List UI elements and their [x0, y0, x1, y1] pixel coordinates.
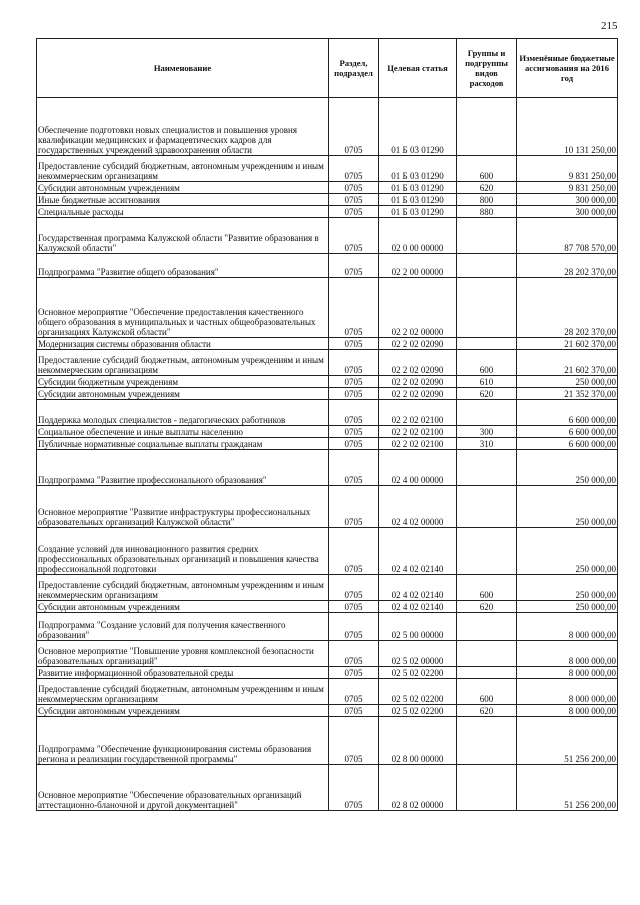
cell-article: 02 2 02 02100 — [379, 400, 457, 426]
cell-group: 600 — [457, 156, 517, 182]
cell-group: 880 — [457, 206, 517, 218]
cell-group: 800 — [457, 194, 517, 206]
table-row — [37, 641, 618, 667]
cell-article: 02 2 02 00000 — [379, 278, 457, 338]
cell-name: Создание условий для инновационного развития средних профессиональных образовательных организаций и повышения качества профессиональной подготовки — [37, 528, 329, 575]
cell-name: Поддержка молодых специалистов - педагогических работников — [37, 400, 329, 426]
cell-group — [457, 486, 517, 528]
cell-article: 02 2 02 02100 — [379, 426, 457, 438]
cell-name: Обеспечение подготовки новых специалистов и повышения уровня квалификации медицинских и фармацевтических кадров для государственных учреждений здравоохранения области — [37, 98, 329, 156]
cell-section: 0705 — [329, 218, 379, 254]
cell-group — [457, 98, 517, 156]
cell-name: Иные бюджетные ассигнования — [37, 194, 329, 206]
cell-name: Модернизация системы образования области — [37, 338, 329, 350]
cell-article: 02 5 02 02200 — [379, 705, 457, 717]
cell-amount: 8 000 000,00 — [517, 679, 618, 705]
cell-article: 02 5 02 02200 — [379, 667, 457, 679]
cell-name: Социальное обеспечение и иные выплаты населению — [37, 426, 329, 438]
table-row — [37, 156, 618, 182]
cell-amount: 21 352 370,00 — [517, 388, 618, 400]
cell-section: 0705 — [329, 278, 379, 338]
cell-amount: 250 000,00 — [517, 601, 618, 613]
cell-name: Субсидии автономным учреждениям — [37, 705, 329, 717]
cell-group: 620 — [457, 705, 517, 717]
cell-name: Подпрограмма "Развитие общего образования" — [37, 254, 329, 278]
cell-section: 0705 — [329, 717, 379, 765]
table-row — [37, 601, 618, 613]
cell-name: Основное мероприятие "Повышение уровня комплексной безопасности образовательных организаций" — [37, 641, 329, 667]
cell-amount: 300 000,00 — [517, 194, 618, 206]
cell-group: 600 — [457, 679, 517, 705]
cell-article: 02 4 02 02140 — [379, 601, 457, 613]
page-number: 215 — [601, 20, 618, 32]
cell-group: 620 — [457, 601, 517, 613]
cell-section: 0705 — [329, 528, 379, 575]
cell-article: 02 2 02 02100 — [379, 438, 457, 450]
table-row — [37, 278, 618, 338]
cell-article: 02 0 00 00000 — [379, 218, 457, 254]
cell-group: 620 — [457, 388, 517, 400]
cell-article: 02 4 02 00000 — [379, 486, 457, 528]
cell-group — [457, 528, 517, 575]
cell-amount: 250 000,00 — [517, 376, 618, 388]
table-row — [37, 218, 618, 254]
cell-name: Специальные расходы — [37, 206, 329, 218]
cell-group: 600 — [457, 575, 517, 601]
cell-group: 300 — [457, 426, 517, 438]
cell-section: 0705 — [329, 376, 379, 388]
cell-section: 0705 — [329, 613, 379, 641]
budget-table — [36, 38, 618, 811]
cell-name: Государственная программа Калужской области "Развитие образования в Калужской области" — [37, 218, 329, 254]
cell-amount: 300 000,00 — [517, 206, 618, 218]
table-row — [37, 575, 618, 601]
table-row — [37, 450, 618, 486]
cell-article: 01 Б 03 01290 — [379, 98, 457, 156]
cell-amount: 8 000 000,00 — [517, 641, 618, 667]
cell-amount: 8 000 000,00 — [517, 613, 618, 641]
cell-article: 02 8 00 00000 — [379, 717, 457, 765]
cell-name: Субсидии автономным учреждениям — [37, 601, 329, 613]
cell-name: Основное мероприятие "Развитие инфраструктуры профессиональных образовательных организаций Калужской области" — [37, 486, 329, 528]
table-row — [37, 438, 618, 450]
cell-name: Субсидии бюджетным учреждениям — [37, 376, 329, 388]
cell-group — [457, 450, 517, 486]
cell-article: 02 8 02 00000 — [379, 765, 457, 811]
cell-name: Основное мероприятие "Обеспечение предоставления качественного общего образования в муниципальных и частных общеобразовательных организациях Калужской области" — [37, 278, 329, 338]
cell-name: Субсидии автономным учреждениям — [37, 388, 329, 400]
cell-group: 310 — [457, 438, 517, 450]
cell-article: 02 5 00 00000 — [379, 613, 457, 641]
cell-amount: 8 000 000,00 — [517, 667, 618, 679]
table-row — [37, 613, 618, 641]
cell-amount: 51 256 200,00 — [517, 765, 618, 811]
cell-group — [457, 613, 517, 641]
table-row — [37, 98, 618, 156]
cell-amount: 250 000,00 — [517, 528, 618, 575]
cell-section: 0705 — [329, 641, 379, 667]
cell-group: 620 — [457, 182, 517, 194]
cell-group: 610 — [457, 376, 517, 388]
cell-amount: 21 602 370,00 — [517, 350, 618, 376]
cell-amount: 9 831 250,00 — [517, 156, 618, 182]
cell-section: 0705 — [329, 679, 379, 705]
cell-amount: 28 202 370,00 — [517, 278, 618, 338]
cell-group — [457, 667, 517, 679]
cell-article: 02 2 00 00000 — [379, 254, 457, 278]
header-allocations: Изменённые бюджетные ассигнования на 2016 год — [517, 39, 618, 98]
cell-group — [457, 278, 517, 338]
cell-amount: 28 202 370,00 — [517, 254, 618, 278]
cell-amount: 21 602 370,00 — [517, 338, 618, 350]
table-row — [37, 528, 618, 575]
cell-section: 0705 — [329, 426, 379, 438]
cell-section: 0705 — [329, 765, 379, 811]
table-row — [37, 254, 618, 278]
cell-name: Предоставление субсидий бюджетным, автономным учреждениям и иным некоммерческим организациям — [37, 156, 329, 182]
cell-amount: 8 000 000,00 — [517, 705, 618, 717]
table-row — [37, 350, 618, 376]
cell-group — [457, 338, 517, 350]
cell-article: 01 Б 03 01290 — [379, 194, 457, 206]
cell-section: 0705 — [329, 350, 379, 376]
cell-group — [457, 641, 517, 667]
cell-section: 0705 — [329, 667, 379, 679]
table-row — [37, 705, 618, 717]
cell-section: 0705 — [329, 400, 379, 426]
cell-amount: 6 600 000,00 — [517, 426, 618, 438]
table-row — [37, 376, 618, 388]
table-row — [37, 182, 618, 194]
cell-section: 0705 — [329, 156, 379, 182]
table-row — [37, 206, 618, 218]
table-header-row — [37, 39, 618, 98]
cell-section: 0705 — [329, 388, 379, 400]
table-row — [37, 194, 618, 206]
cell-article: 02 4 02 02140 — [379, 528, 457, 575]
table-row — [37, 717, 618, 765]
header-name: Наименование — [37, 39, 329, 98]
cell-section: 0705 — [329, 194, 379, 206]
cell-amount: 250 000,00 — [517, 575, 618, 601]
cell-amount: 10 131 250,00 — [517, 98, 618, 156]
cell-section: 0705 — [329, 450, 379, 486]
cell-name: Публичные нормативные социальные выплаты гражданам — [37, 438, 329, 450]
header-expense-groups: Группы и подгруппы видов расходов — [457, 39, 517, 98]
cell-article: 02 2 02 02090 — [379, 388, 457, 400]
cell-section: 0705 — [329, 182, 379, 194]
cell-name: Основное мероприятие "Обеспечение образовательных организаций аттестационно-бланочной и другой документацией" — [37, 765, 329, 811]
cell-article: 01 Б 03 01290 — [379, 156, 457, 182]
cell-name: Предоставление субсидий бюджетным, автономным учреждениям и иным некоммерческим организациям — [37, 350, 329, 376]
cell-section: 0705 — [329, 575, 379, 601]
cell-article: 02 5 02 02200 — [379, 679, 457, 705]
table-row — [37, 679, 618, 705]
cell-name: Предоставление субсидий бюджетным, автономным учреждениям и иным некоммерческим организациям — [37, 575, 329, 601]
cell-article: 02 4 00 00000 — [379, 450, 457, 486]
cell-name: Подпрограмма "Развитие профессионального образования" — [37, 450, 329, 486]
cell-amount: 51 256 200,00 — [517, 717, 618, 765]
cell-amount: 87 708 570,00 — [517, 218, 618, 254]
cell-group — [457, 717, 517, 765]
table-row — [37, 667, 618, 679]
cell-amount: 9 831 250,00 — [517, 182, 618, 194]
table-row — [37, 400, 618, 426]
cell-article: 01 Б 03 01290 — [379, 182, 457, 194]
cell-group — [457, 400, 517, 426]
cell-section: 0705 — [329, 338, 379, 350]
cell-section: 0705 — [329, 98, 379, 156]
cell-name: Подпрограмма "Создание условий для получения качественного образования" — [37, 613, 329, 641]
cell-name: Развитие информационной образовательной среды — [37, 667, 329, 679]
cell-amount: 6 600 000,00 — [517, 438, 618, 450]
cell-group — [457, 765, 517, 811]
cell-amount: 6 600 000,00 — [517, 400, 618, 426]
cell-article: 02 2 02 02090 — [379, 350, 457, 376]
cell-name: Субсидии автономным учреждениям — [37, 182, 329, 194]
cell-group — [457, 254, 517, 278]
cell-section: 0705 — [329, 438, 379, 450]
cell-article: 02 5 02 00000 — [379, 641, 457, 667]
cell-section: 0705 — [329, 254, 379, 278]
cell-amount: 250 000,00 — [517, 486, 618, 528]
cell-name: Подпрограмма "Обеспечение функционирования системы образования региона и реализации государственной программы" — [37, 717, 329, 765]
cell-section: 0705 — [329, 601, 379, 613]
table-row — [37, 426, 618, 438]
header-section: Раздел, подраздел — [329, 39, 379, 98]
table-row — [37, 486, 618, 528]
cell-section: 0705 — [329, 486, 379, 528]
table-row — [37, 765, 618, 811]
cell-article: 02 4 02 02140 — [379, 575, 457, 601]
cell-section: 0705 — [329, 206, 379, 218]
cell-article: 02 2 02 02090 — [379, 376, 457, 388]
header-target-article: Целевая статья — [379, 39, 457, 98]
cell-amount: 250 000,00 — [517, 450, 618, 486]
table-row — [37, 388, 618, 400]
cell-group: 600 — [457, 350, 517, 376]
cell-section: 0705 — [329, 705, 379, 717]
cell-article: 01 Б 03 01290 — [379, 206, 457, 218]
cell-article: 02 2 02 02090 — [379, 338, 457, 350]
cell-name: Предоставление субсидий бюджетным, автономным учреждениям и иным некоммерческим организациям — [37, 679, 329, 705]
cell-group — [457, 218, 517, 254]
table-row — [37, 338, 618, 350]
